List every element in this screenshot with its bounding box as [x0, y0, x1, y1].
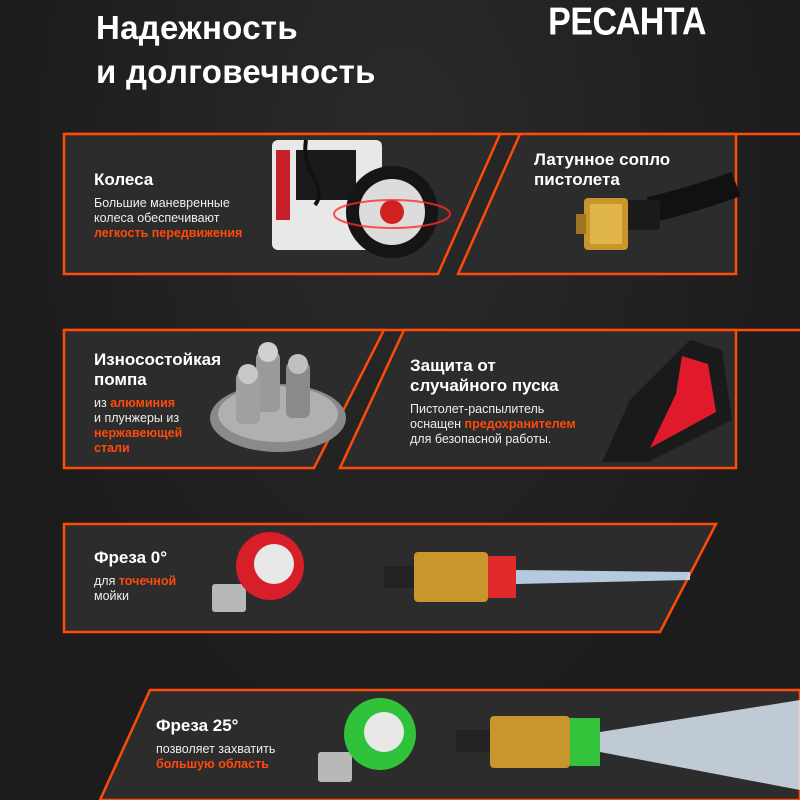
safety-desc-part2: оснащен [410, 417, 465, 431]
brand-logo: РЕСАНТА [548, 0, 706, 44]
safety-title-line2: случайного пуска [410, 376, 559, 395]
pump-title-line2: помпа [94, 370, 147, 389]
wheels-desc-line2: колеса обеспечивают [94, 211, 220, 225]
pump-desc-highlight2-line2: стали [94, 441, 130, 455]
page-title-line2: и долговечность [96, 53, 376, 90]
pump-desc-line2: и плунжеры из [94, 411, 180, 425]
tip25-desc-highlight: большую область [156, 757, 269, 771]
pump-title-line1: Износостойкая [94, 350, 221, 369]
tip25-desc-line1: позволяет захватить [156, 742, 276, 756]
pump-desc-highlight2-line1: нержавеющей [94, 426, 183, 440]
tip0-desc-highlight: точечной [118, 574, 177, 588]
safety-title-line1: Защита от [410, 356, 496, 375]
tip0-desc-part1: для [94, 574, 119, 588]
safety-desc-highlight: предохранителем [464, 417, 576, 431]
nozzle-title-line1: Латунное сопло [534, 150, 671, 169]
safety-desc-line3: для безопасной работы. [410, 432, 552, 446]
page-title-line1: Надежность [96, 9, 298, 46]
safety-desc-line1: Пистолет-распылитель [410, 402, 545, 416]
wheels-desc-line1: Большие маневренные [94, 196, 230, 210]
tip0-desc-line2: мойки [94, 589, 129, 603]
pump-desc-part1: из [94, 396, 111, 410]
tip25-text [156, 716, 326, 772]
tip25-desc [156, 742, 326, 772]
nozzle-title-line2: пистолета [534, 170, 620, 189]
pump-desc-highlight1: алюминия [110, 396, 176, 410]
tip25-title: Фреза 25° [156, 716, 239, 735]
tip0-title: Фреза 0° [94, 548, 168, 567]
wheels-title: Колеса [94, 170, 154, 189]
wheels-desc-highlight: легкость передвижения [94, 226, 243, 240]
